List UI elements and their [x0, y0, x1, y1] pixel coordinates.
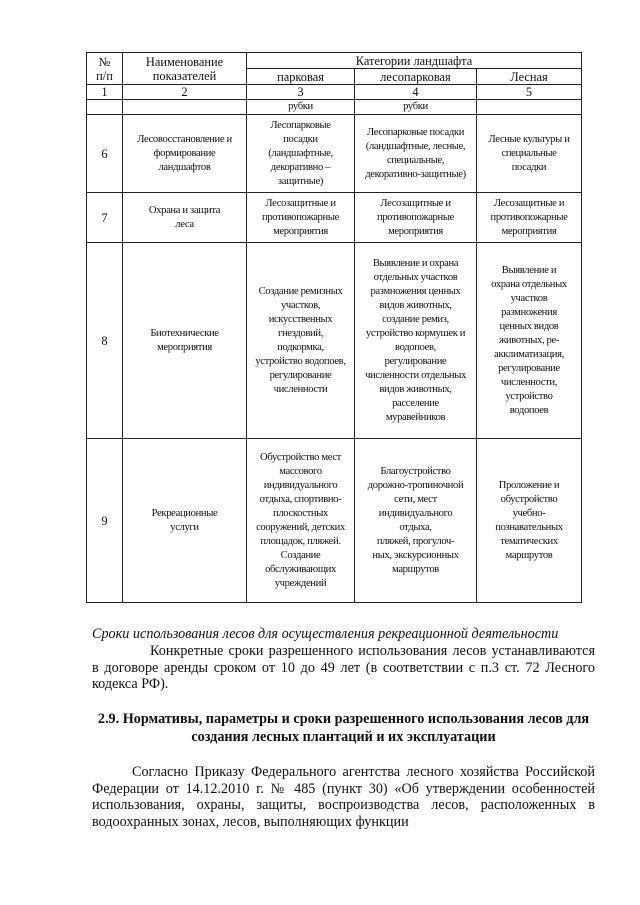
col-number-1: 1 [87, 85, 123, 100]
row-lesopark: Благоустройство дорожно-тропиночной сети, мест индивидуального отдыха, пляжей, прогулоч- ных, экскурсионных маршрутов [355, 439, 477, 603]
paragraph-order: Согласно Приказу Федерального агентства лесного хозяйства Российской Федерации от 14.12.2010 г. № 485 (пункт 30) «Об утверждении особенностей использования, охраны, защиты, воспроизводства лесов, расположенных в водоохранных зонах, лесов, выполняющих функции [92, 764, 595, 830]
row-name: Рекреационные услуги [123, 439, 247, 603]
row-forest: Проложение и обустройство учебно- познавательных тематических маршрутов [477, 439, 582, 603]
row-num: 8 [87, 243, 123, 439]
continuation-cell-park: рубки [247, 100, 355, 115]
table-header-row [87, 53, 582, 69]
row-num: 6 [87, 115, 123, 193]
header-cat-park: парковая [247, 69, 355, 85]
row-name: Биотехнические мероприятия [123, 243, 247, 439]
row-park: Лесозащитные и противопожарные мероприятия [247, 193, 355, 243]
row-park: Создание ремизных участков, искусственных гнездовий, подкормка, устройство водопоев, регулирование численности [247, 243, 355, 439]
row-name: Охрана и защита леса [123, 193, 247, 243]
section-heading: 2.9. Нормативы, параметры и сроки разрешенного использования лесов для создания лесных плантаций и их эксплуатации [97, 711, 590, 745]
table-numbering-row [87, 85, 582, 100]
col-number-3: 3 [247, 85, 355, 100]
header-name: Наименование показателей [123, 53, 247, 85]
row-lesopark: Выявление и охрана отдельных участков размножения ценных видов животных, создание ремиз, устройство кормушек и водопоев, регулирование численности отдельных видов животных, расселение муравейников [355, 243, 477, 439]
table-row [87, 115, 582, 193]
table-row [87, 439, 582, 603]
header-cat-forest: Лесная [477, 69, 582, 85]
row-park: Обустройство мест массового индивидуального отдыха, спортивно- плоскостных сооружений, детских площадок, пляжей. Создание обслуживающих учреждений [247, 439, 355, 603]
header-num: № п/п [87, 53, 123, 85]
continuation-cell-lesopark: рубки [355, 100, 477, 115]
continuation-cell-forest [477, 100, 582, 115]
col-number-4: 4 [355, 85, 477, 100]
table-continuation-row [87, 100, 582, 115]
section-caption: Сроки использования лесов для осуществления рекреационной деятельности [92, 626, 559, 642]
row-lesopark: Лесозащитные и противопожарные мероприятия [355, 193, 477, 243]
continuation-cell-num [87, 100, 123, 115]
col-number-2: 2 [123, 85, 247, 100]
row-forest: Выявление и охрана отдельных участков размножения ценных видов животных, ре- акклиматизация, регулирование численности, устройство водопоев [477, 243, 582, 439]
row-forest: Лесозащитные и противопожарные мероприятия [477, 193, 582, 243]
table-row [87, 193, 582, 243]
landscape-categories-table [86, 52, 582, 603]
row-forest: Лесные культуры и специальные посадки [477, 115, 582, 193]
header-cat-lesopark: лесопарковая [355, 69, 477, 85]
row-name: Лесовосстановление и формирование ландшафтов [123, 115, 247, 193]
row-num: 7 [87, 193, 123, 243]
col-number-5: 5 [477, 85, 582, 100]
paragraph-lease-terms: Конкретные сроки разрешенного использования лесов устанавливаются в договоре аренды сроком от 10 до 49 лет (в соответствии с п.3 ст. 72 Лесного кодекса РФ). [92, 643, 595, 693]
continuation-cell-name [123, 100, 247, 115]
table-row [87, 243, 582, 439]
row-lesopark: Лесопарковые посадки (ландшафтные, лесные, специальные, декоративно-защитные) [355, 115, 477, 193]
row-park: Лесопарковые посадки (ландшафтные, декоративно – защитные) [247, 115, 355, 193]
header-categories-title: Категории ландшафта [247, 53, 582, 69]
row-num: 9 [87, 439, 123, 603]
